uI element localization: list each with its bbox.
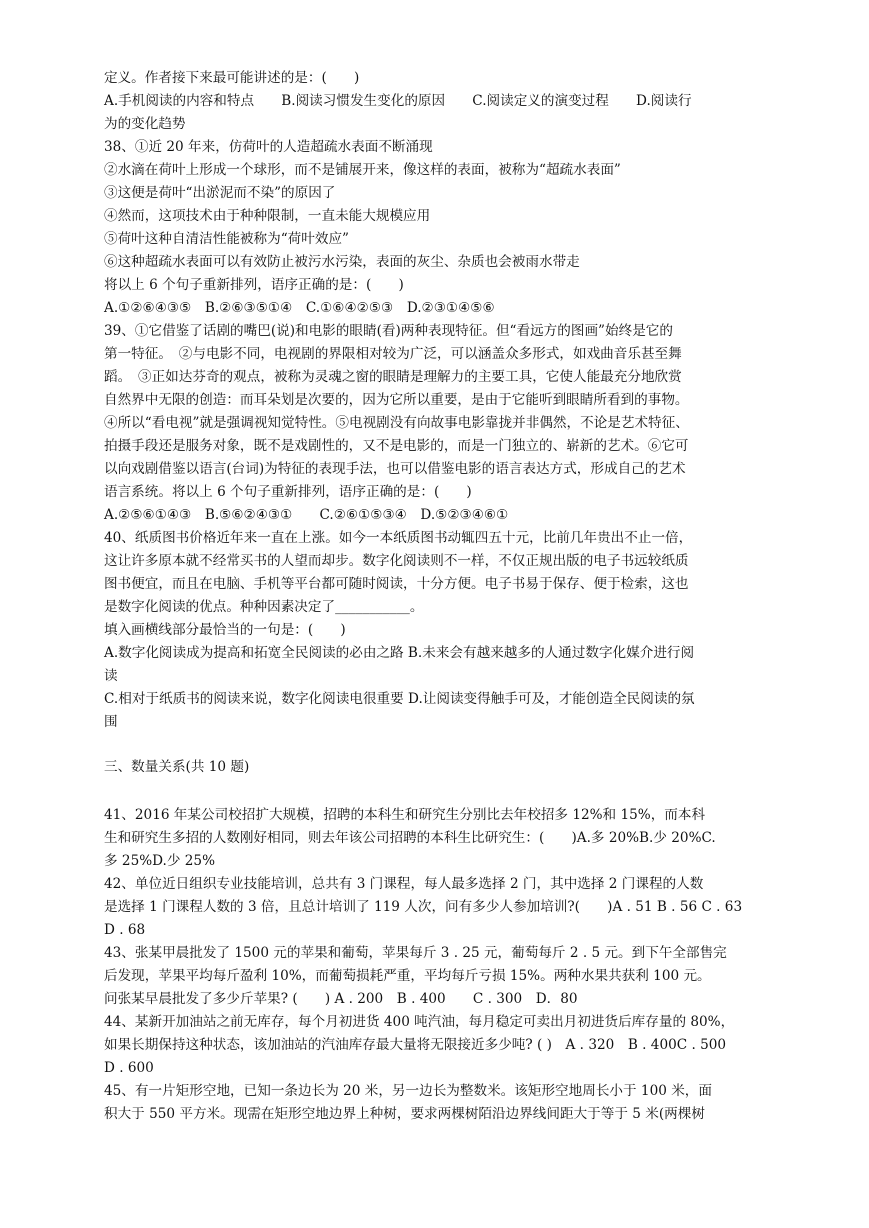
text-line: 蹈。 ③正如达芬奇的观点，被称为灵魂之窗的眼睛是理解力的主要工具，它使人能最充分地欣赏 xyxy=(104,369,682,385)
text-line: A.手机阅读的内容和特点 B.阅读习惯发生变化的原因 C.阅读定义的演变过程 D.阅读行 xyxy=(104,93,692,109)
text-line: 图书便宜，而且在电脑、手机等平台都可随时阅读，十分方便。电子书易于保存、便于检索，这也 xyxy=(104,576,689,592)
text-line: 围 xyxy=(104,714,118,730)
text-line: 后发现，苹果平均每斤盈利 10%，而葡萄损耗严重，平均每斤亏损 15%。两种水果共获利 100 元。 xyxy=(104,968,711,984)
text-line: 第一特征。 ②与电影不同，电视剧的界限相对较为广泛，可以涵盖众多形式，如戏曲音乐甚至舞 xyxy=(104,346,682,362)
text-line: ②水滴在荷叶上形成一个球形，而不是铺展开来，像这样的表面，被称为“超疏水表面” xyxy=(104,162,621,178)
text-line: 40、纸质图书价格近年来一直在上涨。如今一本纸质图书动辄四五十元，比前几年贵出不止一倍， xyxy=(104,530,693,546)
text-line: 以向戏剧借鉴以语言(台词)为特征的表现手法，也可以借鉴电影的语言表达方式，形成自己的艺术 xyxy=(104,461,686,477)
text-line: 如果长期保持这种状态，该加油站的汽油库存最大量将无限接近多少吨? ( ) A . 320 B . 400C . 500 xyxy=(104,1037,727,1053)
text-line: 自然界中无限的创造：而耳朵划是次要的，因为它所以重要，是由于它能听到眼睛所看到的事物。 xyxy=(104,392,689,408)
text-line: ③这便是荷叶“出淤泥而不染”的原因了 xyxy=(104,185,336,201)
text-line: 42、单位近日组织专业技能培训，总共有 3 门课程，每人最多选择 2 门，其中选择 2 门课程的人数 xyxy=(104,876,704,892)
text-line: 语言系统。将以上 6 个句子重新排列，语序正确的是：( ) xyxy=(104,484,472,500)
text-line: 38、①近 20 年来，仿荷叶的人造超疏水表面不断涌现 xyxy=(104,139,433,155)
text-line: 45、有一片矩形空地，已知一条边长为 20 米，另一边长为整数米。该矩形空地周长小于 100 米，面 xyxy=(104,1083,712,1099)
text-line: 多 25%D.少 25% xyxy=(104,853,215,869)
text-line: 41、2016 年某公司校招扩大规模，招聘的本科生和研究生分别比去年校招多 12%和 15%，而本科 xyxy=(104,807,706,823)
text-line: ④然而，这项技术由于种种限制，一直未能大规模应用 xyxy=(104,208,431,224)
text-line: 定义。作者接下来最可能讲述的是：( ) xyxy=(104,70,360,86)
text-line: 生和研究生多招的人数刚好相同，则去年该公司招聘的本科生比研究生：( )A.多 20%B.少 20%C. xyxy=(104,830,716,846)
text-line: 39、①它借鉴了话剧的嘴巴(说)和电影的眼睛(看)两种表现特征。但“看远方的图画”始终是它的 xyxy=(104,323,673,339)
text-line: D . 600 xyxy=(104,1060,154,1076)
text-line: A.②⑤⑥①④③ B.⑤⑥②④③① C.②⑥①⑤③④ D.⑤②③④⑥① xyxy=(104,507,509,523)
text-line: ⑤荷叶这种自清洁性能被称为“荷叶效应” xyxy=(104,231,349,247)
text-line: D . 68 xyxy=(104,922,146,938)
text-line: 读 xyxy=(104,668,118,684)
text-line: C.相对于纸质书的阅读来说，数字化阅读电很重要 D.让阅读变得触手可及，才能创造全民阅读的氛 xyxy=(104,691,695,707)
text-line: 43、张某甲晨批发了 1500 元的苹果和葡萄，苹果每斤 3 . 25 元，葡萄每斤 2 . 5 元。到下午全部售完 xyxy=(104,945,727,961)
text-line: 是选择 1 门课程人数的 3 倍，且总计培训了 119 人次，问有多少人参加培训?( )A . 51 B . 56 C . 63 xyxy=(104,899,743,915)
text-line: 将以上 6 个句子重新排列，语序正确的是：( ) xyxy=(104,277,404,293)
text-line: ⑥这种超疏水表面可以有效防止被污水污染，表面的灰尘、杂质也会被雨水带走 xyxy=(104,254,580,270)
text-line: 拍摄手段还是服务对象，既不是戏剧性的，又不是电影的，而是一门独立的、崭新的艺术。⑥它可 xyxy=(104,438,689,454)
text-line: ④所以“看电视”就是强调视知觉特性。⑤电视剧没有向故事电影靠拢并非偶然，不论是艺术特征、 xyxy=(104,415,689,431)
text-line: 44、某新开加油站之前无库存，每个月初进货 400 吨汽油，每月稳定可卖出月初进货后库存量的 80%， xyxy=(104,1014,735,1030)
section-heading: 三、数量关系(共 10 题) xyxy=(104,759,250,775)
text-line: A.①②⑥④③⑤ B.②⑥③⑤①④ C.①⑥④②⑤③ D.②③①④⑤⑥ xyxy=(104,300,495,316)
text-line: 积大于 550 平方米。现需在矩形空地边界上种树，要求两棵树陌沿边界线间距大于等于 5 米(两棵树 xyxy=(104,1106,705,1122)
text-line: A.数字化阅读成为提高和拓宽全民阅读的必由之路 B.未来会有越来越多的人通过数字化媒介进行阅 xyxy=(104,645,695,661)
text-line: 填入画横线部分最恰当的一句是：( ) xyxy=(104,622,346,638)
text-line: 这让许多原本就不经常买书的人望而却步。数字化阅读则不一样，不仅正规出版的电子书远较纸质 xyxy=(104,553,689,569)
text-line: 为的变化趋势 xyxy=(104,116,186,132)
text-line: 问张某早晨批发了多少斤苹果? ( ) A . 200 B . 400 C . 300 D．80 xyxy=(104,991,578,1007)
text-line: 是数字化阅读的优点。种种因素决定了___________。 xyxy=(104,599,424,615)
